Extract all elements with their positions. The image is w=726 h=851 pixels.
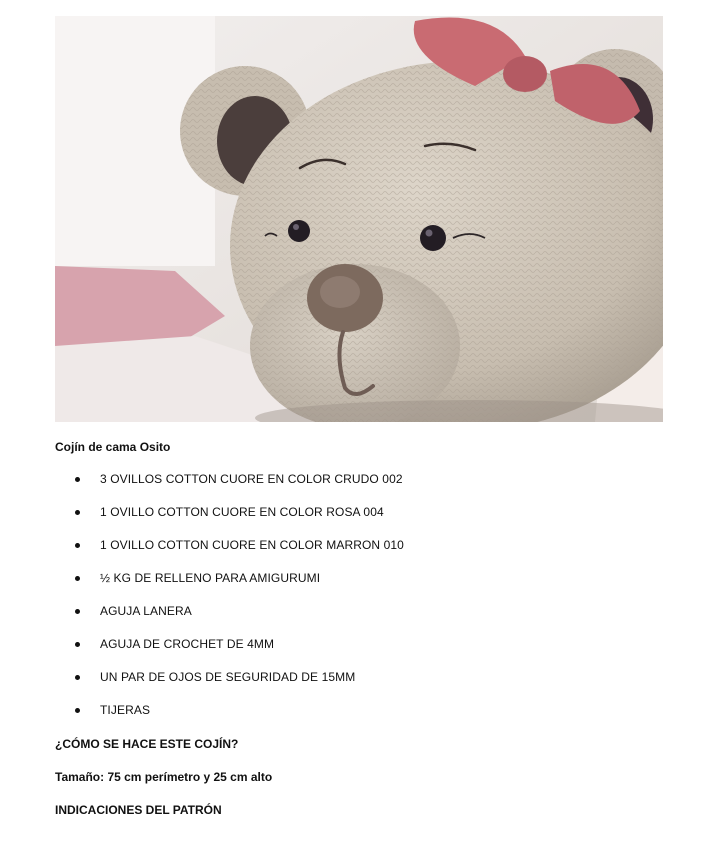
list-item bbox=[55, 537, 404, 570]
material-text: 1 OVILLO COTTON CUORE EN COLOR ROSA 004 bbox=[100, 505, 384, 519]
material-text: 1 OVILLO COTTON CUORE EN COLOR MARRON 010 bbox=[100, 538, 404, 552]
list-item bbox=[55, 570, 404, 603]
bullet-icon bbox=[75, 576, 80, 581]
bullet-icon bbox=[75, 708, 80, 713]
pattern-title: Cojín de cama Osito bbox=[55, 440, 171, 454]
bullet-icon bbox=[75, 510, 80, 515]
material-text: AGUJA LANERA bbox=[100, 604, 192, 618]
material-text: UN PAR DE OJOS DE SEGURIDAD DE 15MM bbox=[100, 670, 356, 684]
material-text: TIJERAS bbox=[100, 703, 151, 717]
pattern-instructions-heading: INDICACIONES DEL PATRÓN bbox=[55, 803, 222, 817]
list-item bbox=[55, 636, 404, 669]
bullet-icon bbox=[75, 609, 80, 614]
how-to-heading: ¿CÓMO SE HACE ESTE COJÍN? bbox=[55, 737, 239, 751]
size-line: Tamaño: 75 cm perímetro y 25 cm alto bbox=[55, 770, 273, 784]
bullet-icon bbox=[75, 477, 80, 482]
materials-list bbox=[55, 471, 404, 735]
material-text: 3 OVILLOS COTTON CUORE EN COLOR CRUDO 002 bbox=[100, 472, 403, 486]
list-item bbox=[55, 471, 404, 504]
list-item bbox=[55, 669, 404, 702]
bullet-icon bbox=[75, 675, 80, 680]
bullet-icon bbox=[75, 642, 80, 647]
bear-cushion-photo bbox=[55, 16, 663, 422]
material-text: AGUJA DE CROCHET DE 4MM bbox=[100, 637, 275, 651]
bullet-icon bbox=[75, 543, 80, 548]
material-text: ½ KG DE RELLENO PARA AMIGURUMI bbox=[100, 571, 321, 585]
list-item bbox=[55, 603, 404, 636]
list-item bbox=[55, 504, 404, 537]
list-item bbox=[55, 702, 404, 735]
